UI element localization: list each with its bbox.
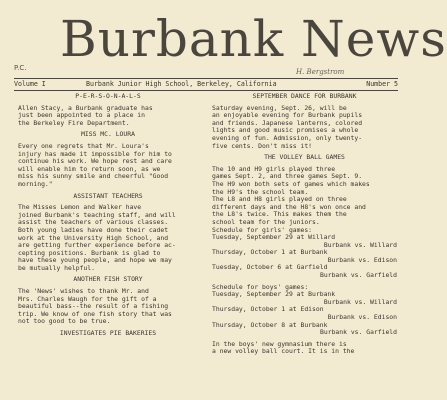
right-column-headline: SEPTEMBER DANCE FOR BURBANK [252, 92, 357, 100]
right-column-text-line: Schedule for boys' games: [212, 282, 309, 291]
handwritten-note: H. Bergstrom [296, 68, 345, 76]
issue-info-line [14, 80, 398, 89]
left-column-text-line: Mrs. Charles Waugh for the gift of a [18, 294, 157, 303]
left-column-text-line: joined Burbank's teaching staff, and will [18, 210, 176, 219]
left-column-text-line: morning." [18, 179, 53, 188]
right-column-text-line: Burbank vs. Willard [323, 297, 397, 306]
right-column-text-line: The H9 won both sets of games which makes [212, 179, 370, 188]
left-column-text-line: assist the teachers of various classes. [18, 218, 169, 227]
left-column-text-line: are getting further experience before ac- [18, 241, 176, 250]
masthead-title: Burbank News [60, 10, 447, 68]
right-column-text-line: and friends. Japanese lanterns, colored [212, 118, 363, 127]
right-column-text-line: Tuesday, September 29 at Willard [212, 233, 336, 242]
right-column-text-line: Burbank vs. Edison [327, 313, 397, 322]
right-column [212, 93, 397, 356]
left-column-headline: P-E-R-S-O-N-A-L-S [75, 92, 141, 100]
corner-mark: P.C. [14, 64, 27, 72]
left-column-text-line: not too good to be true. [18, 317, 111, 326]
left-column-text-line: have these young people, and hope we may [18, 256, 172, 265]
right-column-text-line: school team for the juniors. [212, 217, 320, 226]
right-column-text-line: The 10 and H9 girls played three [212, 164, 336, 173]
left-column [18, 93, 198, 338]
right-column-text-line: evening of fun. Admission, only twenty- [212, 133, 363, 142]
left-column-text-line: The 'News' wishes to thank Mr. and [18, 287, 149, 296]
right-column-text-line: Tuesday, October 6 at Garfield [212, 263, 328, 272]
left-column-text-line: Every one regrets that Mr. Loura's [18, 141, 149, 150]
right-column-text-line: the H9's the school team. [212, 187, 309, 196]
issue-number-label: Number 5 [366, 80, 398, 88]
bottom-rule [14, 90, 398, 91]
right-column-text-line: the L8's twice. This makes them the [212, 210, 347, 219]
left-column-text-line: Allen Stacy, a Burbank graduate has [18, 103, 153, 112]
left-column-headline: ASSISTANT TEACHERS [73, 191, 143, 200]
right-column-headline: THE VOLLEY BALL GAMES [264, 153, 345, 162]
right-column-text-line: lights and good music promises a whole [212, 126, 359, 135]
right-column-text-line: games Sept. 2, and three games Sept. 9. [212, 172, 363, 181]
right-column-text-line: Burbank vs. Edison [327, 255, 397, 264]
top-rule [14, 78, 398, 79]
left-column-text-line: Both young ladies have done their cadet [18, 225, 169, 234]
school-label: Burbank Junior High School, Berkeley, California [86, 80, 277, 88]
left-column-text-line: be mutually helpful. [18, 263, 95, 272]
right-column-text-line: Burbank vs. Garfield [320, 328, 397, 337]
right-column-text-line: Tuesday, September 29 at Burbank [212, 290, 336, 299]
left-column-text-line: the Berkeley Fire Department. [18, 118, 130, 127]
right-column-text-line: The L8 and H8 girls played on three [212, 195, 347, 204]
left-column-text-line: injury has made it impossible for him to [18, 149, 172, 158]
left-column-text-line: cepting positions. Burbank is glad to [18, 248, 161, 257]
right-column-text-line: five cents. Don't miss it! [212, 141, 313, 150]
right-column-text-line: Burbank vs. Garfield [320, 271, 397, 280]
right-column-text-line: Thursday, October 1 at Edison [212, 305, 324, 314]
left-column-text-line: miss his sunny smile and cheerful "Good [18, 172, 169, 181]
left-column-text-line: work at the University High School, and [18, 233, 169, 242]
left-column-headline: INVESTIGATES PIE BAKERIES [59, 329, 157, 338]
left-column-text-line: will enable him to return soon, as we [18, 164, 161, 173]
right-column-text-line: a new volley ball court. It is in the [212, 347, 355, 356]
right-column-text-line: Thursday, October 8 at Burbank [212, 320, 328, 329]
right-column-text-line: Thursday, October 1 at Burbank [212, 248, 328, 257]
right-column-text-line: In the boys' new gymnasium there is [212, 339, 347, 348]
left-column-headline: MISS MC. LOURA [81, 130, 135, 139]
left-column-text-line: beautiful bass--the result of a fishing [18, 302, 169, 311]
left-column-text-line: The Misses Lemon and Walker have [18, 203, 142, 212]
volume-label: Volume I [14, 80, 46, 88]
right-column-text-line: Schedule for girls' games: [212, 225, 313, 234]
right-column-text-line: an enjoyable evening for Burbank pupils [212, 111, 363, 120]
left-column-headline: ANOTHER FISH STORY [73, 275, 143, 284]
left-column-text-line: just been appointed to a place in [18, 111, 145, 120]
right-column-text-line: Saturday evening, Sept. 26, will be [212, 103, 347, 112]
left-column-text-line: continue his work. We hope rest and care [18, 157, 172, 166]
right-column-text-line: different days and the H8's won once and [212, 202, 366, 211]
left-column-text-line: trip. We know of one fish story that was [18, 309, 172, 318]
right-column-text-line: Burbank vs. Willard [323, 240, 397, 249]
